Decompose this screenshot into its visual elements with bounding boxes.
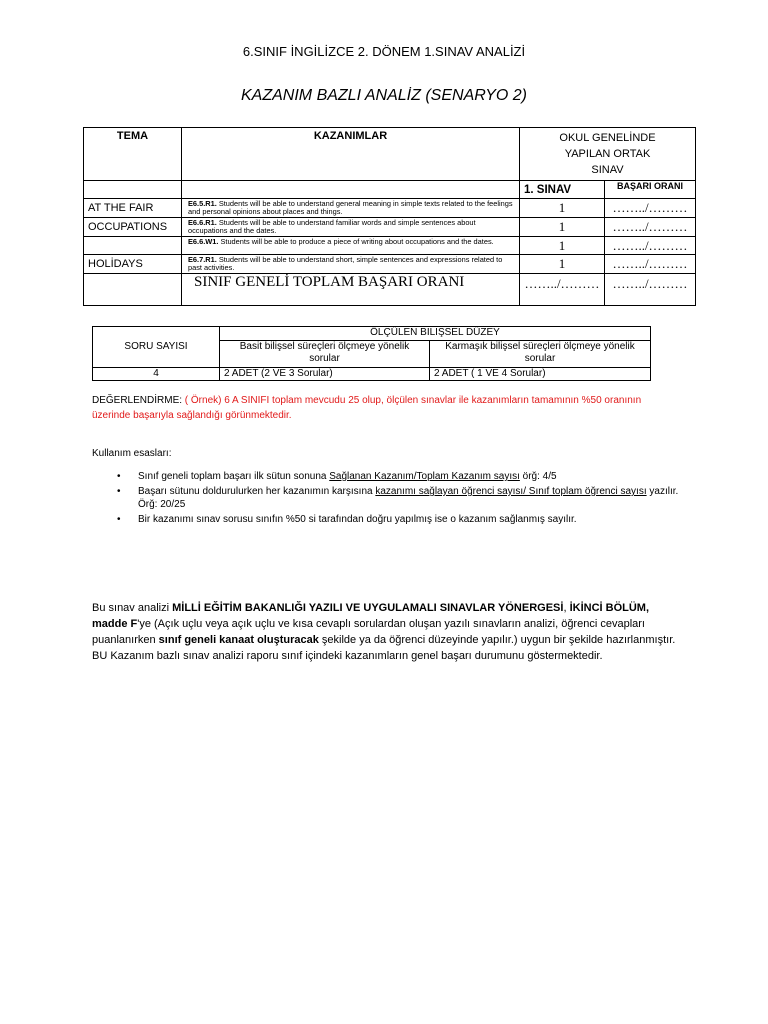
page-subtitle: KAZANIM BAZLI ANALİZ (SENARYO 2) — [241, 87, 527, 104]
outcome-code: E6.6.W1. — [188, 237, 219, 246]
table-row — [93, 367, 651, 381]
total-rate-cell: ……../……… — [605, 274, 696, 306]
outcome-cell — [182, 218, 520, 237]
header-theme: TEMA — [84, 128, 182, 181]
empty-cell — [84, 181, 182, 199]
header-complex-processes: Karmaşık bilişsel süreçleri ölçmeye yönelik sorular — [430, 340, 651, 367]
evaluation-text: ( Örnek) 6 A SINIFI toplam mevcudu 25 olup, ölçülen sınavlar ile kazanımların tamamının %50 oranının üzerinde başarıyla sağlandığı görünmektedir. — [92, 395, 642, 421]
outcome-cell — [182, 199, 520, 218]
empty-cell — [182, 181, 520, 199]
header-common-exam: OKUL GENELİNDE YAPILAN ORTAK SINAV — [520, 128, 696, 181]
exam-count-cell: 1 — [520, 199, 605, 218]
outcome-cell — [182, 255, 520, 274]
table-row — [84, 218, 696, 237]
theme-cell: HOLİDAYS — [84, 255, 182, 274]
list-item — [92, 470, 682, 483]
table-row — [84, 237, 696, 255]
header-success-rate: BAŞARI ORANI — [605, 181, 696, 199]
rule-text: Bir kazanımı sınav sorusu sınıfın %50 si tarafından doğru yapılmış ise o kazanım sağlanmış sayılır. — [138, 514, 577, 525]
header-question-count: SORU SAYISI — [93, 327, 220, 368]
outcome-code: E6.7.R1. — [188, 255, 217, 264]
total-label: SINIF GENELİ TOPLAM BAŞARI ORANI — [182, 274, 520, 306]
outcome-code: E6.5.R1. — [188, 199, 217, 208]
outcome-text: Students will be able to understand familiar words and simple sentences about occupations and the dates. — [188, 218, 476, 235]
rule-underlined: Sağlanan Kazanım/Toplam Kazanım sayısı — [329, 471, 520, 482]
bullet-icon: • — [117, 471, 121, 482]
table-total-row — [84, 274, 696, 306]
success-rate-cell: ……../……… — [605, 255, 696, 274]
success-rate-cell: ……../……… — [605, 237, 696, 255]
cognitive-level-table — [92, 326, 651, 381]
rule-underlined: kazanımı sağlayan öğrenci sayısı/ Sınıf toplam öğrenci sayısı — [375, 486, 647, 497]
outcome-text: Students will be able to understand general meaning in simple texts related to the feelings and personal opinions about places and things. — [188, 199, 513, 216]
exam-count-cell: 1 — [520, 218, 605, 237]
question-count-cell: 4 — [93, 367, 220, 381]
page-title: 6.SINIF İNGİLİZCE 2. DÖNEM 1.SINAV ANALİZİ — [242, 44, 526, 59]
outcome-code: E6.6.R1. — [188, 218, 217, 227]
evaluation-label: DEĞERLENDİRME: — [92, 395, 185, 406]
bullet-icon: • — [117, 486, 121, 497]
header-exam-1: 1. SINAV — [520, 181, 605, 199]
success-rate-cell: ……../……… — [605, 218, 696, 237]
regulation-note — [92, 600, 682, 664]
theme-cell: AT THE FAIR — [84, 199, 182, 218]
note-bold: İKİNCİ BÖLÜM, madde F — [92, 602, 650, 630]
outcome-analysis-table — [83, 127, 696, 306]
note-text: 'ye (Açık uçlu veya açık uçlu ve kısa cevaplı sorulardan oluşan yazılı sınavların analizi, öğrenci cevapları puanlanırken — [92, 618, 645, 646]
list-item — [92, 485, 682, 511]
outcome-text: Students will be able to understand short, simple sentences and expressions related to past activities. — [188, 255, 503, 272]
list-item — [92, 513, 682, 526]
basic-count-cell: 2 ADET (2 VE 3 Sorular) — [220, 367, 430, 381]
theme-cell — [84, 237, 182, 255]
theme-cell: OCCUPATIONS — [84, 218, 182, 237]
outcome-cell — [182, 237, 520, 255]
table-row — [84, 255, 696, 274]
success-rate-cell: ……../……… — [605, 199, 696, 218]
note-text: Bu sınav analizi — [92, 602, 173, 614]
rule-text: Sınıf geneli toplam başarı ilk sütun sonuna — [138, 471, 330, 482]
header-basic-processes: Basit bilişsel süreçleri ölçmeye yönelik sorular — [220, 340, 430, 367]
bullet-icon: • — [117, 514, 121, 525]
empty-cell — [84, 274, 182, 306]
rule-text: Başarı sütunu doldurulurken her kazanımın karşısına — [138, 486, 376, 497]
outcome-text: Students will be able to produce a piece of writing about occupations and the dates. — [220, 237, 494, 246]
exam-count-cell: 1 — [520, 237, 605, 255]
usage-rules-list — [92, 470, 682, 528]
complex-count-cell: 2 ADET ( 1 VE 4 Sorular) — [430, 367, 651, 381]
table-row — [84, 199, 696, 218]
rule-text: örğ: 4/5 — [519, 471, 557, 482]
header-outcomes: KAZANIMLAR — [182, 128, 520, 181]
note-bold: sınıf geneli kanaat oluşturacak — [158, 634, 319, 646]
rule-text: yazılır. Örğ: 20/25 — [138, 486, 679, 510]
exam-count-cell: 1 — [520, 255, 605, 274]
total-count-cell: ……../……… — [520, 274, 605, 306]
note-text: , — [563, 602, 570, 614]
note-text: şekilde ya da öğrenci düzeyinde yapılır.) uygun bir şekilde hazırlanmıştır. BU Kazanım bazlı sınav analizi raporu sınıf içindeki kazanımların genel başarı durumunu göstermektedir. — [92, 634, 676, 662]
usage-title: Kullanım esasları: — [92, 448, 172, 459]
evaluation-paragraph — [92, 393, 672, 423]
note-bold: MİLLİ EĞİTİM BAKANLIĞI YAZILI VE UYGULAMALI SINAVLAR YÖNERGESİ — [172, 602, 564, 614]
header-cognitive-level: ÖLÇÜLEN BİLİŞSEL DÜZEY — [220, 327, 651, 341]
